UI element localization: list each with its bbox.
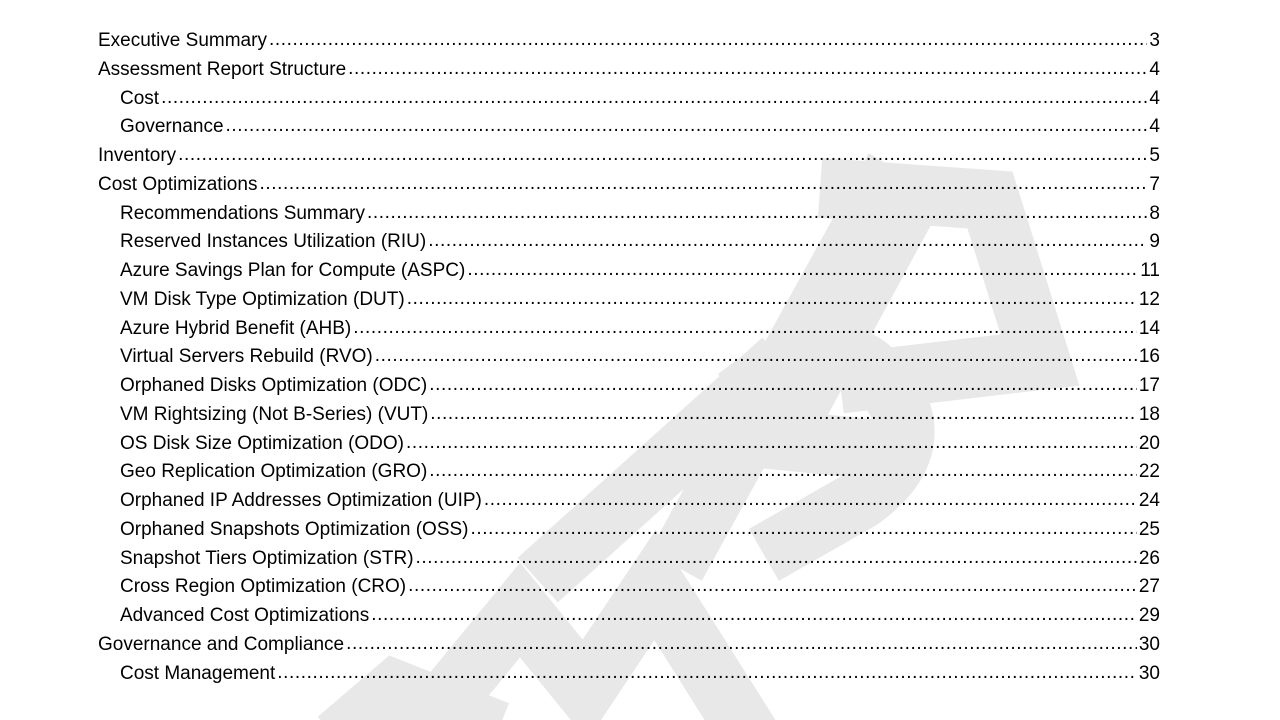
toc-dot-leader xyxy=(259,170,1147,199)
toc-entry-page-number[interactable]: 16 xyxy=(1138,346,1160,368)
toc-dot-leader xyxy=(375,342,1137,371)
toc-entry-page-number[interactable]: 11 xyxy=(1140,260,1160,281)
toc-entry-page-number[interactable]: 17 xyxy=(1138,375,1160,396)
toc-entry-title[interactable]: Orphaned Snapshots Optimization (OSS) xyxy=(120,518,469,540)
toc-entry-page-number[interactable]: 18 xyxy=(1138,403,1160,425)
toc-dot-leader xyxy=(346,630,1137,659)
toc-entry-page-number[interactable]: 20 xyxy=(1138,432,1160,454)
toc-entry[interactable] xyxy=(98,142,1160,171)
toc-dot-leader xyxy=(367,199,1147,228)
toc-dot-leader xyxy=(416,544,1137,573)
toc-entry[interactable] xyxy=(98,401,1160,430)
toc-entry-page-number[interactable]: 5 xyxy=(1149,145,1160,166)
toc-dot-leader xyxy=(429,371,1137,400)
toc-entry-title[interactable]: Cost Management xyxy=(120,662,276,684)
toc-dot-leader xyxy=(408,572,1137,601)
toc-entry[interactable] xyxy=(98,228,1160,257)
toc-dot-leader xyxy=(471,515,1137,544)
toc-entry[interactable] xyxy=(98,85,1160,114)
toc-entry-page-number[interactable]: 25 xyxy=(1138,518,1160,540)
toc-entry[interactable] xyxy=(98,27,1160,56)
toc-entry-title[interactable]: Cross Region Optimization (CRO) xyxy=(120,576,407,598)
table-of-contents xyxy=(98,27,1160,688)
toc-entry[interactable] xyxy=(98,286,1160,315)
toc-entry[interactable] xyxy=(98,372,1160,401)
toc-entry-title[interactable]: Orphaned Disks Optimization (ODC) xyxy=(120,375,428,396)
toc-entry[interactable] xyxy=(98,430,1160,459)
toc-dot-leader xyxy=(484,486,1137,515)
toc-entry-title[interactable]: Inventory xyxy=(98,145,177,166)
toc-entry-page-number[interactable]: 22 xyxy=(1138,461,1160,483)
toc-dot-leader xyxy=(407,285,1137,314)
toc-entry[interactable] xyxy=(98,171,1160,200)
toc-entry[interactable] xyxy=(98,315,1160,344)
toc-entry[interactable] xyxy=(98,660,1160,689)
toc-entry[interactable] xyxy=(98,257,1160,286)
toc-dot-leader xyxy=(178,141,1147,170)
toc-entry-title[interactable]: Advanced Cost Optimizations xyxy=(120,605,370,626)
toc-entry-title[interactable]: OS Disk Size Optimization (ODO) xyxy=(120,432,404,454)
toc-dot-leader xyxy=(428,227,1147,256)
toc-entry-title[interactable]: Virtual Servers Rebuild (RVO) xyxy=(120,346,373,368)
toc-entry-page-number[interactable]: 24 xyxy=(1138,490,1160,511)
toc-entry-title[interactable]: Orphaned IP Addresses Optimization (UIP) xyxy=(120,490,482,511)
toc-dot-leader xyxy=(161,84,1147,113)
toc-entry[interactable] xyxy=(98,545,1160,574)
toc-entry[interactable] xyxy=(98,573,1160,602)
toc-entry-page-number[interactable]: 9 xyxy=(1149,231,1160,253)
toc-entry-page-number[interactable]: 4 xyxy=(1149,58,1160,80)
toc-dot-leader xyxy=(277,659,1137,688)
toc-entry[interactable] xyxy=(98,200,1160,229)
toc-entry-page-number[interactable]: 3 xyxy=(1149,30,1160,51)
toc-entry[interactable] xyxy=(98,631,1160,660)
toc-entry-page-number[interactable]: 27 xyxy=(1138,576,1160,598)
toc-entry-page-number[interactable]: 26 xyxy=(1138,547,1160,569)
toc-entry[interactable] xyxy=(98,343,1160,372)
toc-dot-leader xyxy=(226,112,1148,141)
toc-entry-page-number[interactable]: 29 xyxy=(1138,605,1160,626)
toc-entry-title[interactable]: Azure Hybrid Benefit (AHB) xyxy=(120,317,352,339)
toc-dot-leader xyxy=(353,314,1137,343)
toc-entry-title[interactable]: Snapshot Tiers Optimization (STR) xyxy=(120,547,414,569)
toc-entry-page-number[interactable]: 14 xyxy=(1138,317,1160,339)
toc-entry[interactable] xyxy=(98,56,1160,85)
toc-entry-title[interactable]: Governance xyxy=(120,116,224,138)
toc-entry-page-number[interactable]: 8 xyxy=(1149,202,1160,224)
toc-dot-leader xyxy=(348,55,1147,84)
toc-entry-title[interactable]: Reserved Instances Utilization (RIU) xyxy=(120,231,427,253)
toc-entry[interactable] xyxy=(98,516,1160,545)
toc-dot-leader xyxy=(406,429,1137,458)
toc-entry-title[interactable]: Azure Savings Plan for Compute (ASPC) xyxy=(120,260,466,281)
toc-entry-title[interactable]: Executive Summary xyxy=(98,30,267,51)
toc-entry-page-number[interactable]: 7 xyxy=(1149,173,1160,195)
toc-entry[interactable] xyxy=(98,602,1160,631)
toc-entry-page-number[interactable]: 30 xyxy=(1138,662,1160,684)
toc-entry-title[interactable]: Cost Optimizations xyxy=(98,173,258,195)
toc-entry-title[interactable]: Recommendations Summary xyxy=(120,202,365,224)
toc-entry[interactable] xyxy=(98,458,1160,487)
toc-dot-leader xyxy=(430,400,1137,429)
toc-entry-page-number[interactable]: 12 xyxy=(1138,288,1160,310)
toc-entry-page-number[interactable]: 4 xyxy=(1149,116,1160,138)
toc-entry-title[interactable]: VM Disk Type Optimization (DUT) xyxy=(120,288,405,310)
toc-entry-title[interactable]: VM Rightsizing (Not B-Series) (VUT) xyxy=(120,403,429,425)
toc-dot-leader xyxy=(467,256,1138,285)
toc-dot-leader xyxy=(371,601,1137,630)
toc-entry-title[interactable]: Cost xyxy=(120,87,160,109)
toc-entry[interactable] xyxy=(98,113,1160,142)
toc-entry-page-number[interactable]: 4 xyxy=(1149,87,1160,109)
toc-dot-leader xyxy=(269,26,1147,55)
toc-entry-title[interactable]: Governance and Compliance xyxy=(98,633,345,655)
toc-dot-leader xyxy=(429,457,1137,486)
toc-entry-page-number[interactable]: 30 xyxy=(1138,633,1160,655)
toc-entry-title[interactable]: Assessment Report Structure xyxy=(98,58,347,80)
toc-entry[interactable] xyxy=(98,487,1160,516)
toc-entry-title[interactable]: Geo Replication Optimization (GRO) xyxy=(120,461,428,483)
